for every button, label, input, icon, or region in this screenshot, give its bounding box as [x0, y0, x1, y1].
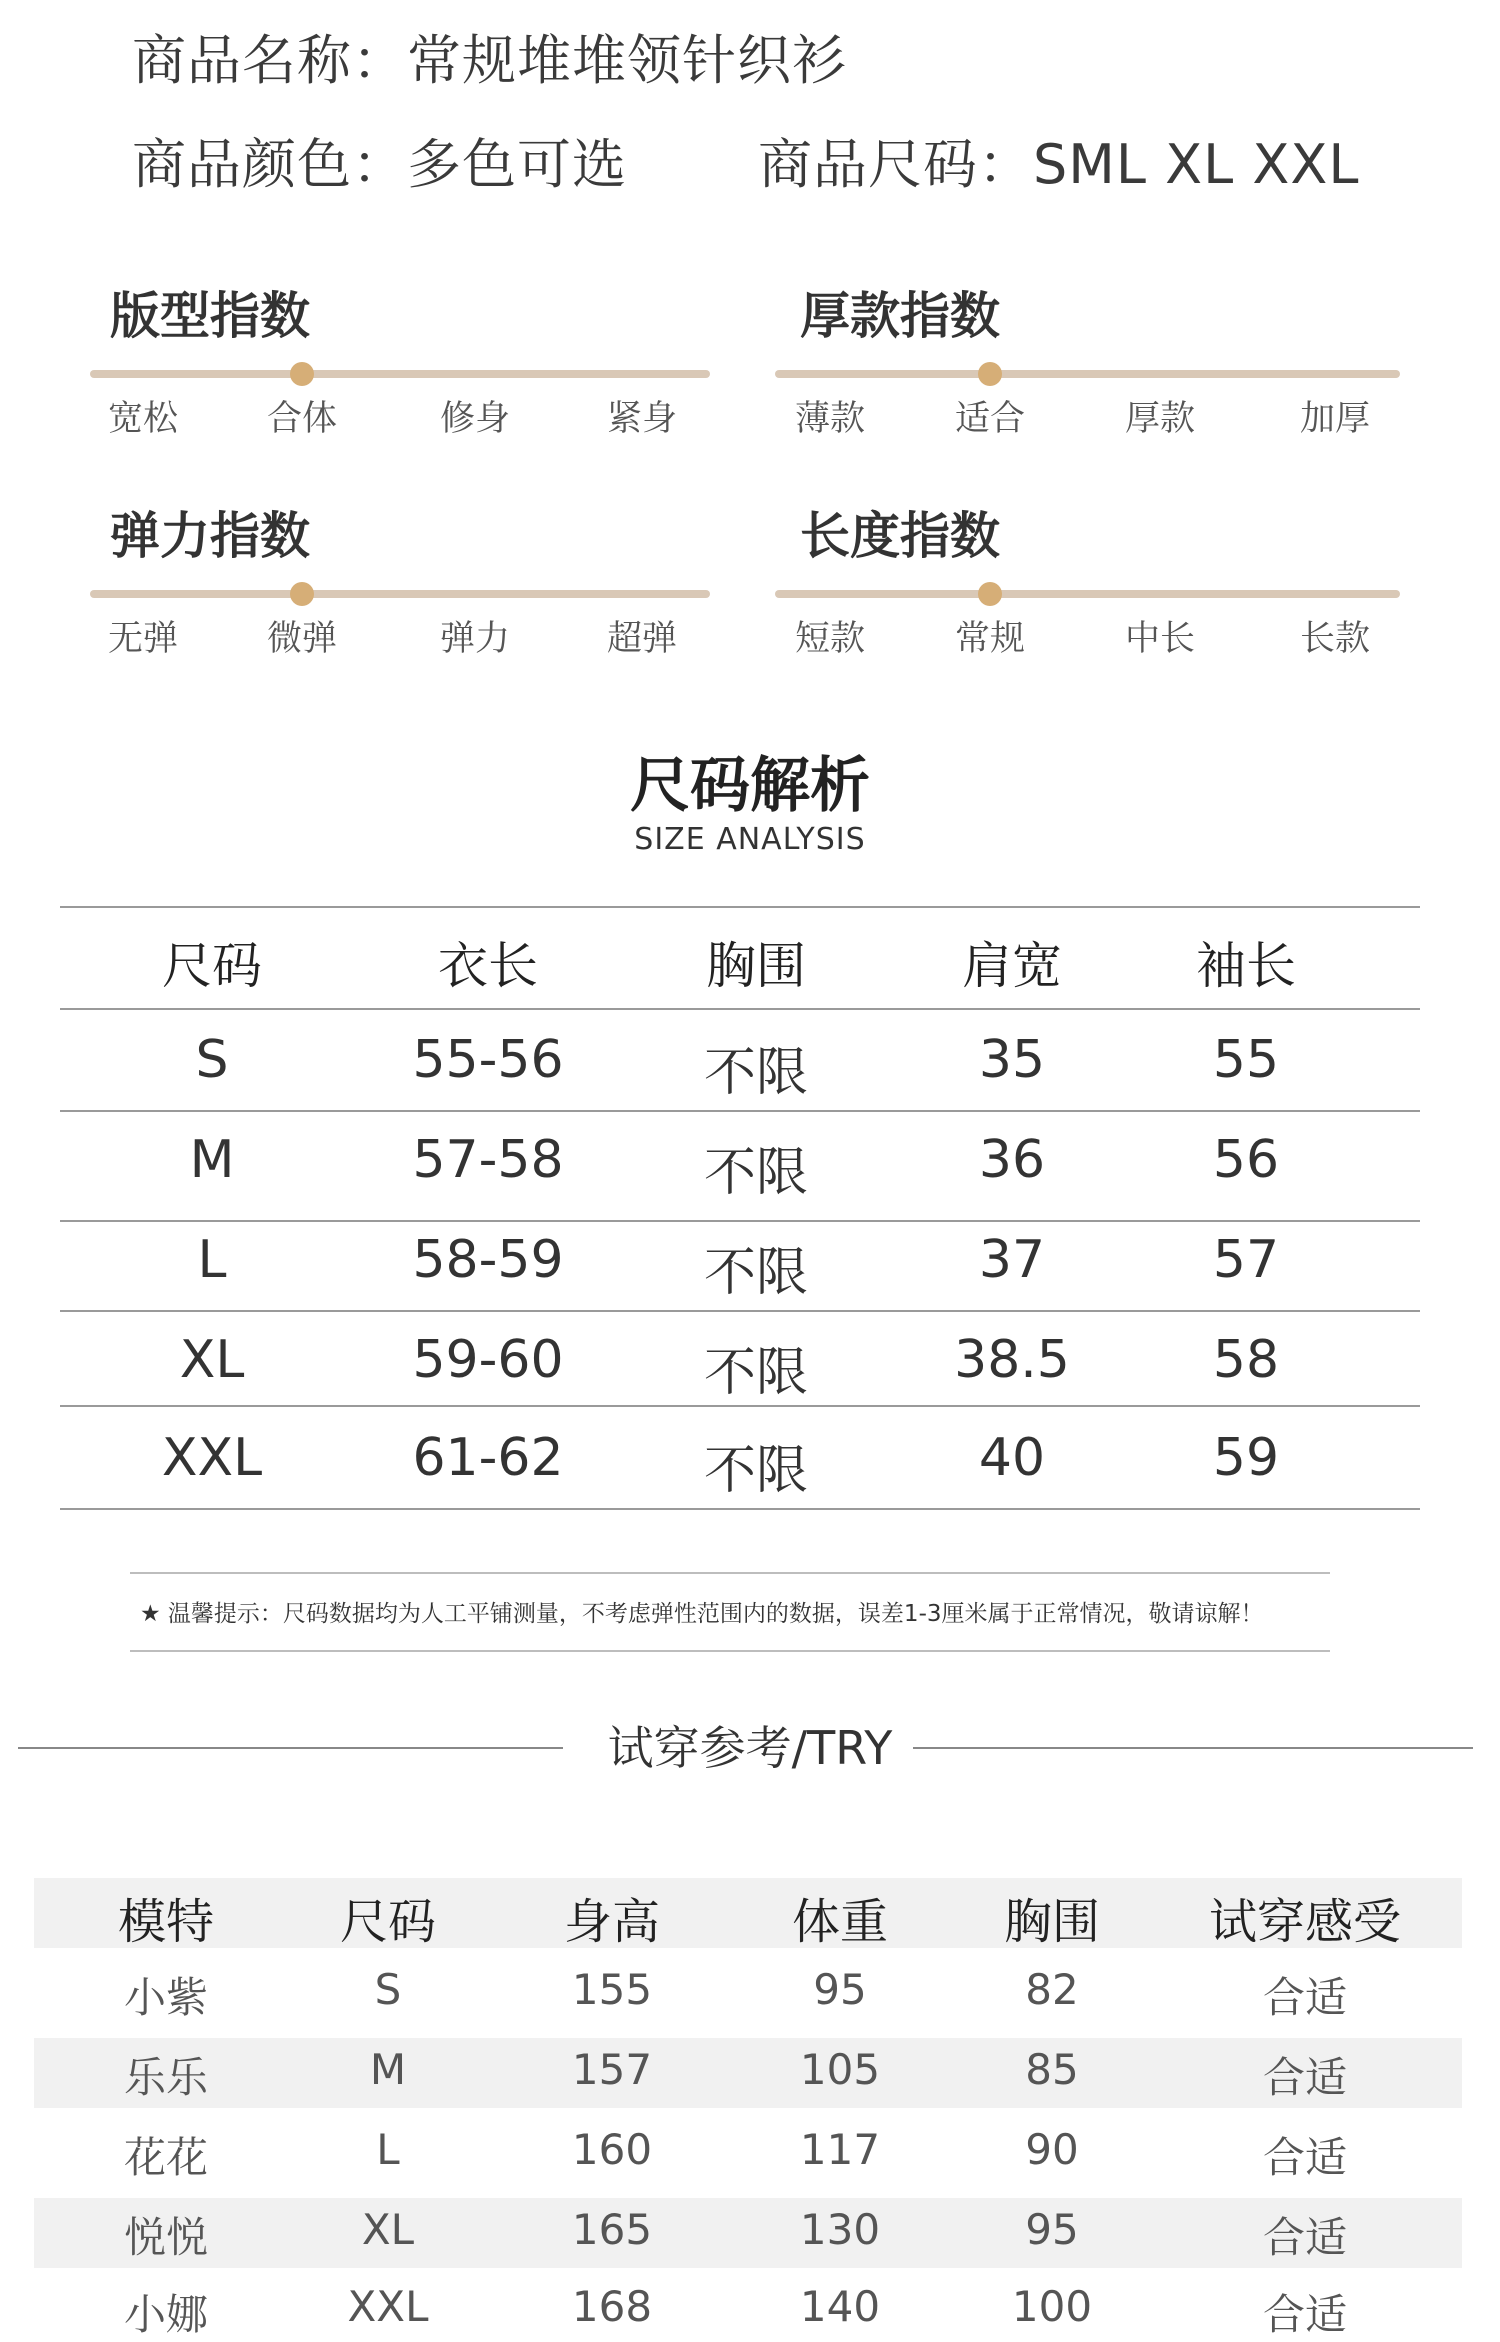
try-table-cell: 117	[799, 2125, 881, 2174]
index-tick-label: 厚款	[1124, 399, 1196, 439]
try-table-cell: 90	[1025, 2125, 1079, 2174]
index-marker	[290, 582, 314, 606]
try-table-cell: 140	[799, 2282, 881, 2331]
product-name-label: 商品名称：	[132, 29, 407, 92]
try-table-cell: 合适	[1262, 1973, 1348, 2022]
size-table-header: 尺码	[162, 937, 262, 995]
index-tick-label: 合体	[266, 399, 338, 439]
try-table-cell: 合适	[1262, 2290, 1348, 2339]
size-analysis-subtitle: SIZE ANALYSIS	[634, 822, 866, 857]
try-table-cell: 105	[799, 2045, 881, 2094]
size-table-cell: 不限	[703, 1143, 809, 1203]
size-table-cell: 36	[978, 1130, 1046, 1190]
index-marker	[978, 362, 1002, 386]
tip-divider-bottom	[130, 1650, 1330, 1652]
size-table-header: 肩宽	[962, 937, 1062, 995]
try-table-cell: 85	[1025, 2045, 1079, 2094]
index-tick-label: 长款	[1299, 619, 1371, 659]
index-tick-label: 薄款	[794, 399, 866, 439]
try-table-cell: 82	[1025, 1965, 1079, 2014]
size-table-cell: 56	[1212, 1130, 1280, 1190]
try-table-cell: 花花	[123, 2133, 209, 2182]
try-table-cell: 95	[813, 1965, 867, 2014]
index-marker	[290, 362, 314, 386]
try-table-cell: 小娜	[123, 2290, 209, 2339]
index-tick-label: 紧身	[606, 399, 678, 439]
try-table-cell: 合适	[1262, 2213, 1348, 2262]
try-table-header: 胸围	[1003, 1894, 1101, 1950]
try-table-cell: 130	[799, 2205, 881, 2254]
size-table-cell: 35	[978, 1030, 1046, 1090]
size-table-header: 衣长	[438, 937, 538, 995]
size-table-rule	[60, 1110, 1420, 1112]
tip-divider-top	[130, 1572, 1330, 1574]
try-table-cell: 95	[1025, 2205, 1079, 2254]
size-table-cell: 57-58	[412, 1130, 564, 1190]
size-table-cell: S	[195, 1030, 229, 1090]
size-table-cell: 59	[1212, 1428, 1280, 1488]
size-table-rule	[60, 1220, 1420, 1222]
product-color: 多色可选	[407, 133, 627, 196]
size-table-cell: 59-60	[412, 1330, 564, 1390]
try-table-cell: 合适	[1262, 2053, 1348, 2102]
index-track	[90, 370, 710, 378]
size-table-cell: 57	[1212, 1230, 1280, 1290]
try-table-header: 模特	[117, 1894, 215, 1950]
size-table-cell: XXL	[161, 1428, 263, 1488]
try-table-header: 尺码	[339, 1894, 437, 1950]
try-table-cell: L	[376, 2125, 400, 2174]
index-tick-label: 修身	[439, 399, 511, 439]
size-table-cell: M	[189, 1130, 235, 1190]
try-table-cell: 157	[571, 2045, 653, 2094]
size-table-rule	[60, 1508, 1420, 1510]
index-track	[775, 370, 1400, 378]
index-tick-label: 宽松	[107, 399, 179, 439]
index-tick-label: 微弹	[266, 619, 338, 659]
product-color-row	[132, 122, 627, 199]
size-table-header: 袖长	[1196, 937, 1296, 995]
size-table-cell: 不限	[703, 1343, 809, 1403]
index-tick-label: 常规	[954, 619, 1026, 659]
try-table-cell: 乐乐	[123, 2053, 209, 2102]
index-tick-label: 超弹	[606, 619, 678, 659]
try-table-cell: 160	[571, 2125, 653, 2174]
index-track	[775, 590, 1400, 598]
size-table-rule	[60, 1008, 1420, 1010]
try-table-cell: S	[374, 1965, 402, 2014]
size-table-cell: 不限	[703, 1043, 809, 1103]
size-table-rule	[60, 1310, 1420, 1312]
try-on-title: 试穿参考/TRY	[607, 1721, 893, 1775]
size-table-cell: L	[197, 1230, 227, 1290]
try-table-cell: 155	[571, 1965, 653, 2014]
product-name: 常规堆堆领针织衫	[407, 29, 847, 92]
size-table-header: 胸围	[706, 937, 806, 995]
product-color-label: 商品颜色：	[132, 133, 407, 196]
size-table-cell: 58	[1212, 1330, 1280, 1390]
index-tick-label: 适合	[954, 399, 1026, 439]
size-table-cell: 58-59	[412, 1230, 564, 1290]
try-table-cell: M	[369, 2045, 407, 2094]
size-table-cell: 61-62	[412, 1428, 564, 1488]
try-row-band	[34, 2038, 1462, 2108]
try-table-cell: 小紫	[123, 1973, 209, 2022]
product-size-row	[758, 122, 1359, 199]
product-name-row	[132, 18, 847, 95]
index-title: 弹力指数	[110, 507, 310, 565]
size-table-cell: 40	[978, 1428, 1046, 1488]
size-table-cell: 55	[1212, 1030, 1280, 1090]
try-table-header: 试穿感受	[1208, 1894, 1402, 1950]
try-table-cell: 悦悦	[123, 2213, 209, 2262]
index-tick-label: 中长	[1124, 619, 1196, 659]
try-table-cell: 168	[571, 2282, 653, 2331]
try-table-header: 体重	[791, 1894, 889, 1950]
try-table-cell: XXL	[347, 2282, 429, 2331]
index-title: 厚款指数	[800, 287, 1000, 345]
index-tick-label: 无弹	[107, 619, 179, 659]
index-tick-label: 弹力	[439, 619, 511, 659]
index-title: 长度指数	[800, 507, 1000, 565]
index-marker	[978, 582, 1002, 606]
size-tip: ★ 温馨提示：尺码数据均为人工平铺测量，不考虑弹性范围内的数据，误差1-3厘米属于正常情况，敬请谅解！	[140, 1601, 1264, 1627]
product-size-label: 商品尺码：	[758, 133, 1033, 196]
size-table-cell: 37	[978, 1230, 1046, 1290]
size-analysis-title: 尺码解析	[630, 751, 870, 821]
size-table-cell: XL	[179, 1330, 245, 1390]
size-table-cell: 38.5	[954, 1330, 1070, 1390]
try-table-cell: 100	[1011, 2282, 1093, 2331]
index-tick-label: 短款	[794, 619, 866, 659]
try-table-header: 身高	[563, 1894, 661, 1950]
try-divider-right	[913, 1747, 1473, 1749]
try-table-cell: XL	[361, 2205, 415, 2254]
product-sizes: SML XL XXL	[1033, 133, 1360, 196]
try-table-cell: 合适	[1262, 2133, 1348, 2182]
index-title: 版型指数	[110, 287, 310, 345]
size-table-rule	[60, 1405, 1420, 1407]
size-table-cell: 不限	[703, 1243, 809, 1303]
index-track	[90, 590, 710, 598]
try-table-cell: 165	[571, 2205, 653, 2254]
try-row-band	[34, 2198, 1462, 2268]
index-tick-label: 加厚	[1299, 399, 1371, 439]
size-table-rule	[60, 906, 1420, 908]
size-table-cell: 不限	[703, 1441, 809, 1501]
size-table-cell: 55-56	[412, 1030, 564, 1090]
